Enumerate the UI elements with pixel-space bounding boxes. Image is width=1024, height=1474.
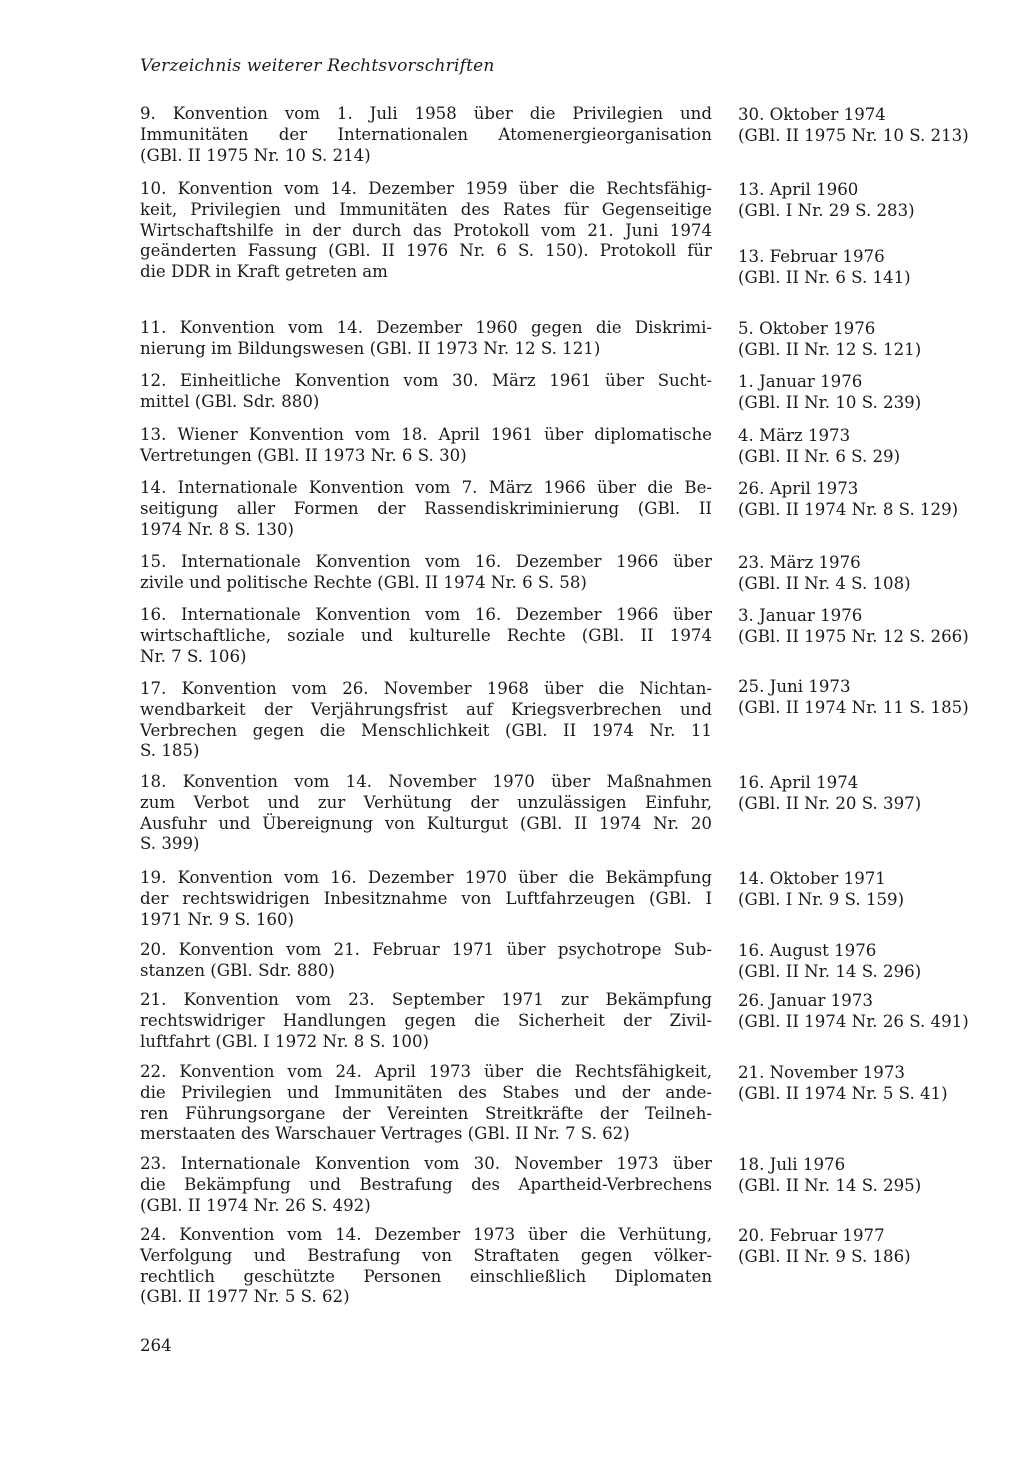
entry-citation: (GBl. II Nr. 20 S. 397) — [738, 794, 922, 814]
entry-date: 26. April 1973 — [738, 479, 859, 498]
entry-citation: (GBl. II 1975 Nr. 12 S. 266) — [738, 627, 969, 647]
entry-line: merstaaten des Warschauer Vertrages (GBl. II Nr. 7 S. 62) — [140, 1124, 630, 1144]
entry-date: 16. August 1976 — [738, 941, 877, 960]
entry-citation: (GBl. I Nr. 9 S. 159) — [738, 890, 905, 910]
entry-line: S. 399) — [140, 834, 200, 854]
entry-citation: (GBl. II 1974 Nr. 5 S. 41) — [738, 1084, 948, 1104]
entry-line: 1974 Nr. 8 S. 130) — [140, 519, 294, 539]
entry-line: 19. Konvention vom 16. Dezember 1970 über die Bekämpfung — [140, 868, 712, 887]
entry-reference — [738, 1225, 978, 1268]
entry-line: 21. Konvention vom 23. September 1971 zur Bekämpfung — [140, 990, 712, 1009]
entry-text — [140, 478, 712, 540]
entry-line: nierung im Bildungswesen (GBl. II 1973 Nr. 12 S. 121) — [140, 338, 601, 358]
entry-text — [140, 425, 712, 467]
entry-text — [140, 868, 712, 930]
entry-date: 30. Oktober 1974 — [738, 105, 886, 124]
entry-text — [140, 1062, 712, 1145]
entry-citation: (GBl. II 1974 Nr. 11 S. 185) — [738, 698, 969, 718]
entry-date: 1. Januar 1976 — [738, 372, 863, 391]
entry-text — [140, 1154, 712, 1216]
entry-citation: (GBl. II Nr. 9 S. 186) — [738, 1247, 911, 1267]
entry-line: seitigung aller Formen der Rassendiskriminierung (GBl. II — [140, 498, 712, 518]
entry-citation: (GBl. II 1974 Nr. 8 S. 129) — [738, 500, 959, 520]
entry-date: 25. Juni 1973 — [738, 677, 851, 696]
entry-date: 13. Februar 1976 — [738, 246, 885, 266]
entry-line: die Privilegien und Immunitäten des Stabes und der ande- — [140, 1082, 712, 1102]
entry-line: 17. Konvention vom 26. November 1968 über die Nichtan- — [140, 679, 712, 698]
entry-line: geänderten Fassung (GBl. II 1976 Nr. 6 S. 150). Protokoll für — [140, 241, 712, 261]
entry-reference — [738, 552, 978, 595]
entry-reference — [738, 318, 978, 361]
entry-line: 18. Konvention vom 14. November 1970 über Maßnahmen — [140, 772, 712, 791]
entry-line: ren Führungsorgane der Vereinten Streitkräfte der Teilneh- — [140, 1103, 712, 1123]
entry-line: Vertretungen (GBl. II 1973 Nr. 6 S. 30) — [140, 445, 467, 465]
entry-citation: (GBl. II 1974 Nr. 26 S. 491) — [738, 1012, 969, 1032]
entry-text — [140, 772, 712, 855]
entry-citation: (GBl. II Nr. 12 S. 121) — [738, 340, 922, 360]
entry-reference — [738, 104, 978, 147]
entry-date: 5. Oktober 1976 — [738, 319, 876, 338]
entry-line: wendbarkeit der Verjährungsfrist auf Kriegsverbrechen und — [140, 699, 712, 719]
entry-reference — [738, 1062, 978, 1105]
entry-line: wirtschaftliche, soziale und kulturelle Rechte (GBl. II 1974 — [140, 625, 712, 645]
entry-line: keit, Privilegien und Immunitäten des Rates für Gegenseitige — [140, 199, 712, 219]
entry-citation: (GBl. II 1975 Nr. 10 S. 213) — [738, 126, 969, 146]
entry-date: 3. Januar 1976 — [738, 606, 863, 625]
entry-date: 21. November 1973 — [738, 1063, 905, 1082]
entry-reference — [738, 478, 978, 521]
entry-citation: (GBl. II Nr. 4 S. 108) — [738, 574, 911, 594]
entry-line: 14. Internationale Konvention vom 7. März 1966 über die Be- — [140, 478, 712, 497]
entry-citation: (GBl. I Nr. 29 S. 283) — [738, 201, 915, 221]
entry-line: zum Verbot und zur Verhütung der unzulässigen Einfuhr, — [140, 792, 712, 812]
entry-line: zivile und politische Rechte (GBl. II 1974 Nr. 6 S. 58) — [140, 572, 587, 592]
entry-date: 14. Oktober 1971 — [738, 869, 886, 888]
entry-date: 16. April 1974 — [738, 773, 859, 792]
entry-line: 20. Konvention vom 21. Februar 1971 über psychotrope Sub- — [140, 940, 712, 959]
entry-line: Verfolgung und Bestrafung von Straftaten gegen völker- — [140, 1245, 712, 1265]
entry-text — [140, 990, 712, 1052]
entry-date: 4. März 1973 — [738, 426, 851, 445]
entry-text — [140, 104, 712, 166]
entry-reference — [738, 179, 978, 289]
entry-reference — [738, 868, 978, 911]
entry-line: S. 185) — [140, 741, 200, 761]
entry-text — [140, 179, 712, 283]
entry-text — [140, 371, 712, 413]
entry-reference — [738, 1154, 978, 1197]
entry-reference — [738, 772, 978, 815]
entry-citation: (GBl. II Nr. 10 S. 239) — [738, 393, 922, 413]
entry-line: 24. Konvention vom 14. Dezember 1973 über die Verhütung, — [140, 1225, 712, 1244]
entry-reference — [738, 940, 978, 983]
entry-line: 10. Konvention vom 14. Dezember 1959 über die Rechtsfähig- — [140, 179, 712, 198]
entry-line: mittel (GBl. Sdr. 880) — [140, 391, 320, 411]
entry-reference — [738, 605, 978, 648]
entry-line: rechtswidriger Handlungen gegen die Sicherheit der Zivil- — [140, 1010, 712, 1030]
entry-line: 1971 Nr. 9 S. 160) — [140, 909, 294, 929]
entry-line: Wirtschaftshilfe in der durch das Protokoll vom 21. Juni 1974 — [140, 220, 712, 240]
entry-citation: (GBl. II Nr. 14 S. 296) — [738, 962, 922, 982]
entry-text — [140, 605, 712, 667]
entry-date: 26. Januar 1973 — [738, 991, 873, 1010]
entry-line: die DDR in Kraft getreten am — [140, 262, 388, 282]
entry-text — [140, 552, 712, 594]
entry-line: die Bekämpfung und Bestrafung des Apartheid-Verbrechens — [140, 1174, 712, 1194]
entry-line: stanzen (GBl. Sdr. 880) — [140, 960, 335, 980]
entry-line: 13. Wiener Konvention vom 18. April 1961 über diplomatische — [140, 425, 712, 444]
entry-text — [140, 940, 712, 982]
entry-line: 11. Konvention vom 14. Dezember 1960 gegen die Diskrimi- — [140, 318, 712, 337]
entry-reference — [738, 371, 978, 414]
entry-line: (GBl. II 1975 Nr. 10 S. 214) — [140, 145, 371, 165]
entry-text — [140, 1225, 712, 1308]
entry-line: Nr. 7 S. 106) — [140, 646, 247, 666]
entry-reference — [738, 425, 978, 468]
entry-line: der rechtswidrigen Inbesitznahme von Luftfahrzeugen (GBl. I — [140, 888, 712, 908]
entry-text — [140, 318, 712, 360]
entry-citation: (GBl. II Nr. 6 S. 141) — [738, 268, 911, 288]
entry-reference — [738, 990, 978, 1033]
entry-line: Immunitäten der Internationalen Atomenergieorganisation — [140, 124, 712, 144]
entry-line: (GBl. II 1974 Nr. 26 S. 492) — [140, 1195, 371, 1215]
entry-date: 23. März 1976 — [738, 553, 861, 572]
entry-line: 16. Internationale Konvention vom 16. Dezember 1966 über — [140, 605, 712, 624]
entry-line: 9. Konvention vom 1. Juli 1958 über die Privilegien und — [140, 104, 712, 123]
entry-date: 18. Juli 1976 — [738, 1155, 846, 1174]
entry-citation: (GBl. II Nr. 14 S. 295) — [738, 1176, 922, 1196]
entry-line: 12. Einheitliche Konvention vom 30. März 1961 über Sucht- — [140, 371, 712, 390]
entry-reference — [738, 676, 978, 719]
entry-line: Verbrechen gegen die Menschlichkeit (GBl. II 1974 Nr. 11 — [140, 720, 712, 740]
entry-citation: (GBl. II Nr. 6 S. 29) — [738, 447, 901, 467]
entry-date: 13. April 1960 — [738, 180, 859, 199]
running-title: Verzeichnis weiterer Rechtsvorschriften — [140, 56, 495, 76]
entry-line: Ausfuhr und Übereignung von Kulturgut (GBl. II 1974 Nr. 20 — [140, 813, 712, 833]
entry-line: rechtlich geschützte Personen einschließlich Diplomaten — [140, 1266, 712, 1286]
page-number: 264 — [140, 1336, 172, 1355]
entry-text — [140, 679, 712, 762]
entry-line: 22. Konvention vom 24. April 1973 über die Rechtsfähigkeit, — [140, 1062, 712, 1081]
entry-line: 15. Internationale Konvention vom 16. Dezember 1966 über — [140, 552, 712, 571]
entry-line: 23. Internationale Konvention vom 30. November 1973 über — [140, 1154, 712, 1173]
reference-spacer — [738, 222, 978, 246]
entry-line: luftfahrt (GBl. I 1972 Nr. 8 S. 100) — [140, 1031, 429, 1051]
entry-date: 20. Februar 1977 — [738, 1226, 885, 1245]
entry-line: (GBl. II 1977 Nr. 5 S. 62) — [140, 1287, 350, 1307]
